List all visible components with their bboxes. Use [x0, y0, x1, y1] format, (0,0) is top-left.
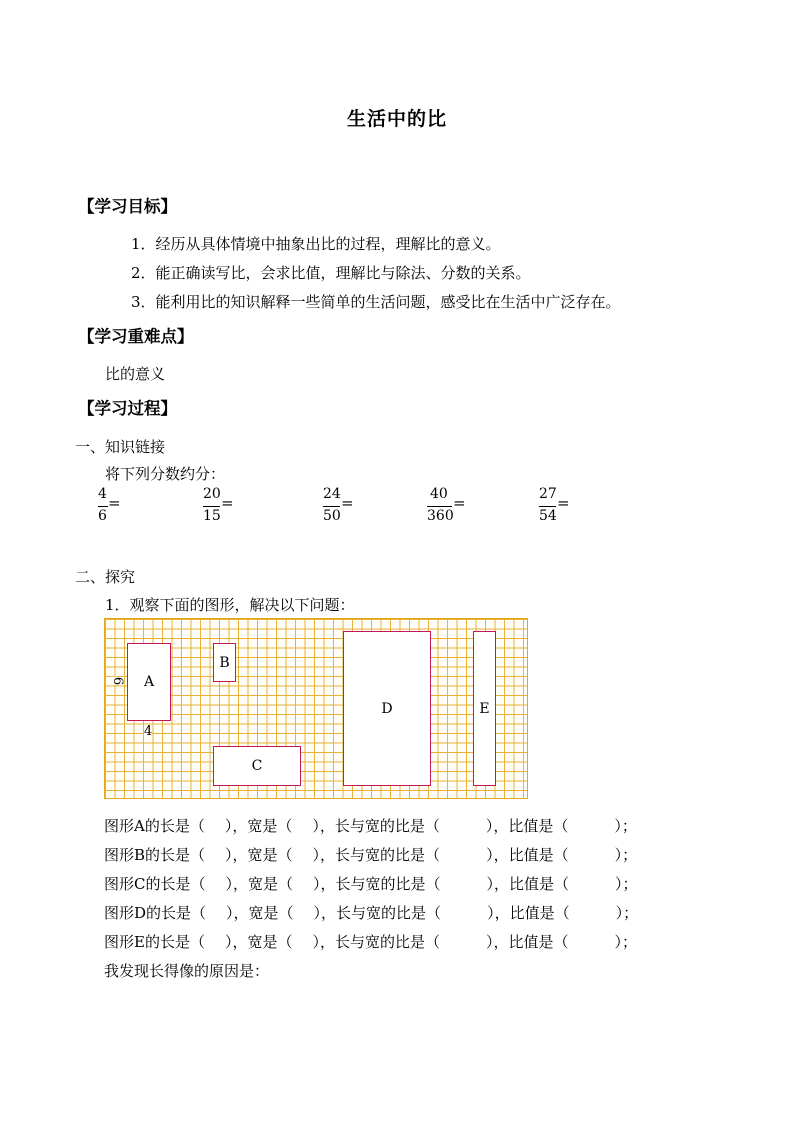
row-text: ），宽是（	[224, 817, 293, 835]
shape-c	[213, 746, 301, 786]
goal-item-3: 3．能利用比的知识解释一些简单的生活问题，感受比在生活中广泛存在。	[131, 293, 621, 311]
question-row-d	[104, 902, 638, 923]
row-text: ）；	[614, 933, 638, 951]
row-label: 图形D的长是（	[104, 904, 207, 922]
row-text: ），长与宽的比是（	[312, 933, 440, 951]
equals-sign: =	[341, 494, 354, 512]
section1-instruction: 将下列分数约分：	[105, 465, 226, 483]
row-text: ），比值是（	[486, 875, 570, 893]
fraction-numerator: 24	[323, 486, 341, 502]
row-text: ），长与宽的比是（	[312, 817, 440, 835]
fraction-bar	[427, 506, 452, 507]
goals-heading: 【学习目标】	[78, 197, 177, 216]
dimension-width-label: 4	[144, 724, 153, 739]
fraction-bar	[98, 506, 108, 507]
section2-question: 1．观察下面的图形，解决以下问题：	[105, 596, 355, 614]
section1-heading: 一、知识链接	[75, 438, 166, 456]
key-points-heading: 【学习重难点】	[78, 327, 194, 346]
row-text: ）；	[614, 846, 638, 864]
shape-d	[343, 631, 431, 786]
row-text: ），长与宽的比是（	[312, 846, 441, 864]
shape-b	[213, 643, 236, 682]
dimension-height-label: 6	[110, 676, 126, 686]
process-heading: 【学习过程】	[78, 399, 177, 418]
fraction-bar	[539, 506, 556, 507]
shape-label: A	[143, 674, 155, 690]
row-label: 图形C的长是（	[104, 875, 206, 893]
question-row-a	[104, 815, 637, 836]
fraction-numerator: 20	[203, 486, 221, 502]
question-row-e	[104, 931, 637, 952]
shape-label: C	[251, 758, 263, 774]
row-text: ）；	[615, 904, 639, 922]
section2-heading: 二、探究	[75, 568, 136, 586]
fraction-numerator: 40	[430, 486, 448, 502]
page-title: 生活中的比	[346, 108, 447, 130]
row-text: ），长与宽的比是（	[313, 904, 442, 922]
shape-label: B	[219, 654, 230, 671]
fraction-bar	[203, 506, 220, 507]
fraction-denominator: 15	[203, 508, 221, 524]
equals-sign: =	[453, 494, 466, 512]
row-label: 图形E的长是（	[104, 933, 205, 951]
row-text: ）；	[614, 817, 637, 835]
key-points-text: 比的意义	[105, 365, 166, 383]
goal-item-2: 2．能正确读写比，会求比值，理解比与除法、分数的关系。	[131, 264, 531, 282]
grid-figure	[104, 618, 528, 799]
row-text: ），比值是（	[485, 817, 569, 835]
fraction-denominator: 50	[323, 508, 341, 524]
shape-a	[127, 643, 171, 721]
finding-prompt: 我发现长得像的原因是：	[104, 962, 270, 980]
equals-sign: =	[557, 494, 570, 512]
row-text: ），比值是（	[485, 933, 569, 951]
shape-e	[473, 631, 496, 786]
goal-item-1: 1．经历从具体情境中抽象出比的过程，理解比的意义。	[131, 235, 501, 253]
shape-label: E	[479, 700, 490, 717]
fraction-denominator: 6	[98, 508, 107, 524]
fraction-denominator: 360	[427, 508, 454, 524]
row-text: ），宽是（	[224, 933, 293, 951]
question-row-b	[104, 844, 637, 865]
row-label: 图形B的长是（	[104, 846, 206, 864]
equals-sign: =	[108, 494, 121, 512]
equals-sign: =	[221, 494, 234, 512]
fraction-denominator: 54	[539, 508, 557, 524]
row-text: ），长与宽的比是（	[313, 875, 441, 893]
row-text: ），宽是（	[225, 875, 293, 893]
row-text: ），宽是（	[225, 846, 293, 864]
fraction-numerator: 27	[539, 486, 557, 502]
shape-label: D	[381, 700, 393, 717]
row-label: 图形A的长是（	[104, 817, 205, 835]
question-row-c	[104, 873, 638, 894]
fraction-bar	[323, 506, 340, 507]
row-text: ），比值是（	[486, 846, 569, 864]
fraction-numerator: 4	[98, 486, 107, 502]
row-text: ），比值是（	[487, 904, 570, 922]
row-text: ）；	[615, 875, 638, 893]
row-text: ），宽是（	[226, 904, 294, 922]
